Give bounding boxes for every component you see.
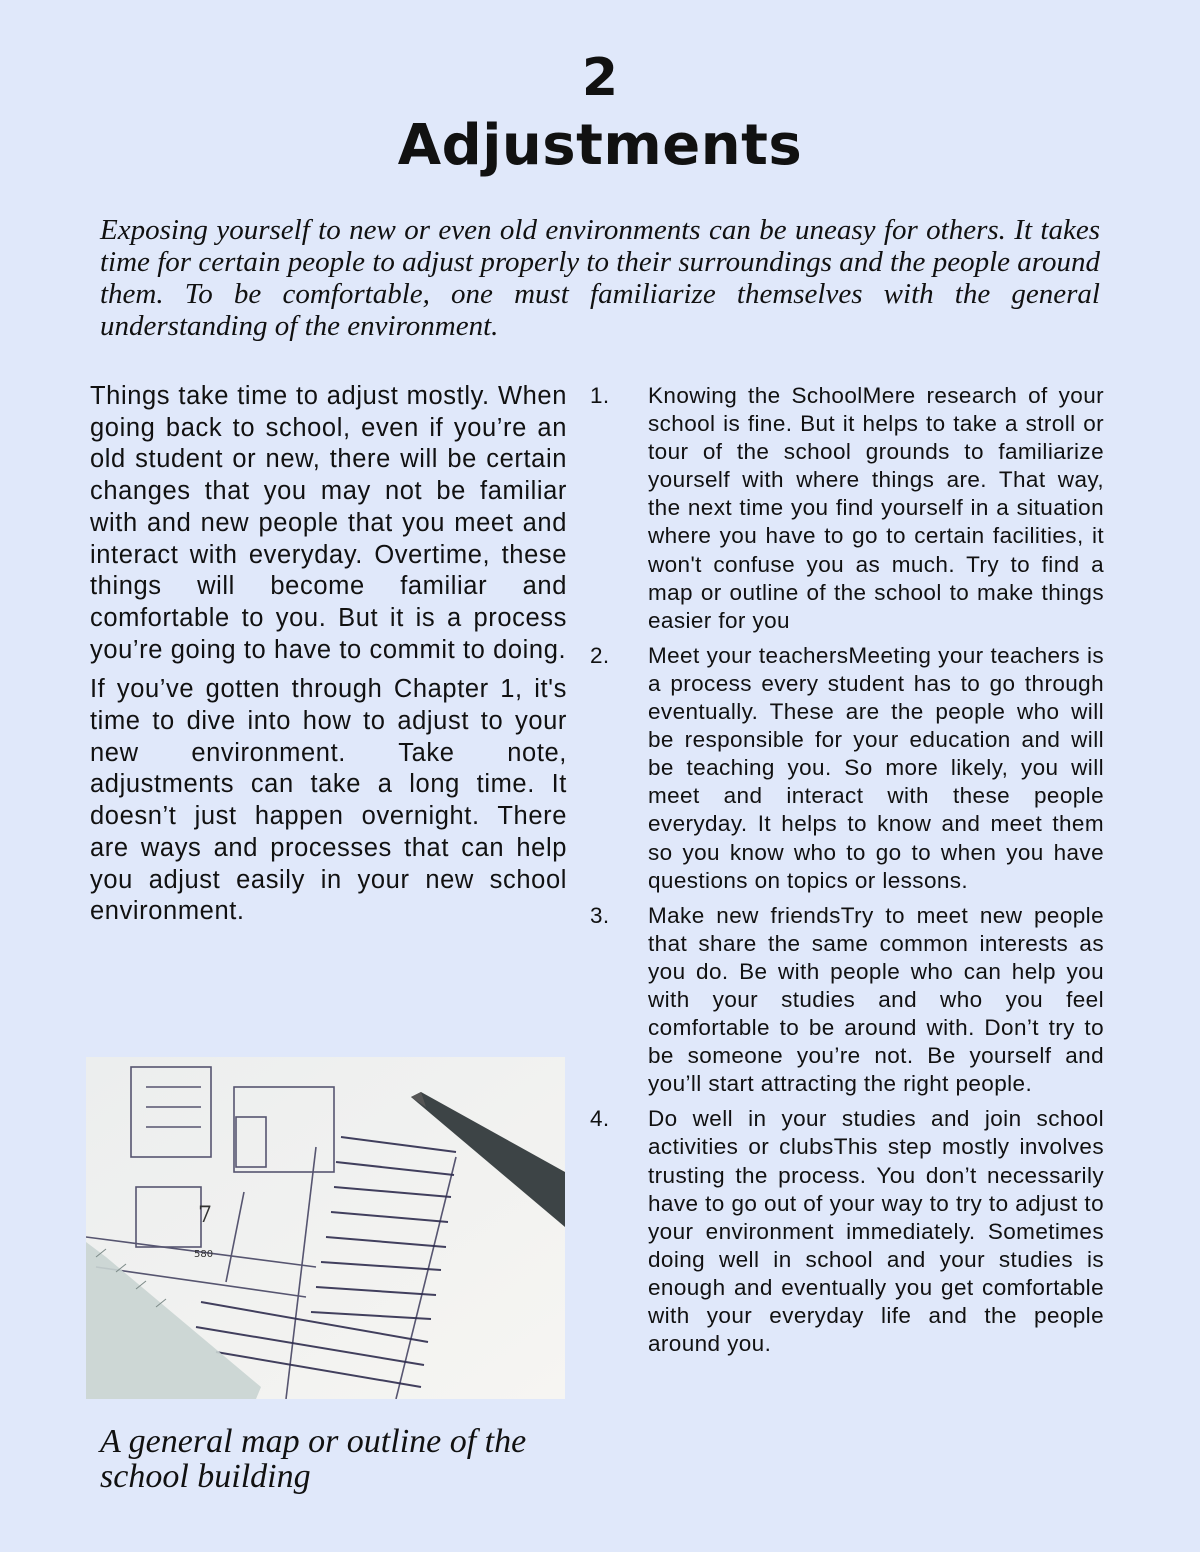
svg-text:580: 580 xyxy=(194,1249,214,1260)
list-item xyxy=(590,902,1104,1099)
list-number: 4. xyxy=(590,1106,610,1132)
list-item xyxy=(590,642,1104,895)
list-number: 1. xyxy=(590,383,610,408)
list-text: Make new friendsTry to meet new people that share the same common interests as you do. Be with people who can help you with your studies and who you feel comfortable to be around with. Don’t try to be someone you’re not. Be yourself and you’ll start attracting the right people. xyxy=(648,902,1104,1097)
chapter-number: 2 xyxy=(581,48,619,108)
list-item xyxy=(590,1105,1104,1358)
intro-paragraph: Exposing yourself to new or even old environments can be uneasy for others. It takes time for certain people to adjust properly to their surroundings and the people around them. To be comfortable, one must familiarize themselves with the general understanding of the environment. xyxy=(100,214,1100,342)
body-paragraph: If you’ve gotten through Chapter 1, it's time to dive into how to adjust to your new environment. Take note, adjustments can take a long time. It doesn’t just happen overnight. There are ways and processes that can help you adjust easily in your new school environment. xyxy=(90,675,567,926)
body-paragraph: Things take time to adjust mostly. When going back to school, even if you’re an old student or new, there will be certain changes that you may not be familiar with and new people that you meet and interact with everyday. Overtime, these things will become familiar and comfortable to you. But it is a process you’re going to have to commit to doing. xyxy=(90,382,567,664)
list-number: 3. xyxy=(590,902,610,928)
chapter-title: Adjustments xyxy=(397,113,803,178)
list-text: Knowing the SchoolMere research of your school is fine. But it helps to take a stroll or tour of the school grounds to familiarize yourself with where things are. That way, the next time you find yourself in a situation where you have to go to certain facilities, it won't confuse you as much. Try to find a map or outline of the school to make things easier for you xyxy=(648,383,1104,633)
list-text: Do well in your studies and join school activities or clubsThis step mostly involves trusting the process. You don’t necessarily have to go out of your way to try to adjust to your environment immediately. Sometimes doing well in school and your studies is enough and eventually you get comfortable with your everyday life and the people around you. xyxy=(648,1106,1104,1357)
blueprint-photo xyxy=(86,1057,565,1399)
list-text: Meet your teachersMeeting your teachers is a process every student has to go through eventually. These are the people who will be responsible for your education and will be teaching you. So more likely, you will meet and interact with these people everyday. It helps to know and meet them so you know who to go to when you have questions on topics or lessons. xyxy=(648,642,1104,893)
svg-text:7: 7 xyxy=(198,1203,212,1228)
image-caption: A general map or outline of the school building xyxy=(100,1423,527,1495)
left-column xyxy=(90,381,567,936)
list-number: 2. xyxy=(590,642,610,668)
adjustment-steps-list xyxy=(590,382,1104,1365)
list-item xyxy=(590,382,1104,635)
